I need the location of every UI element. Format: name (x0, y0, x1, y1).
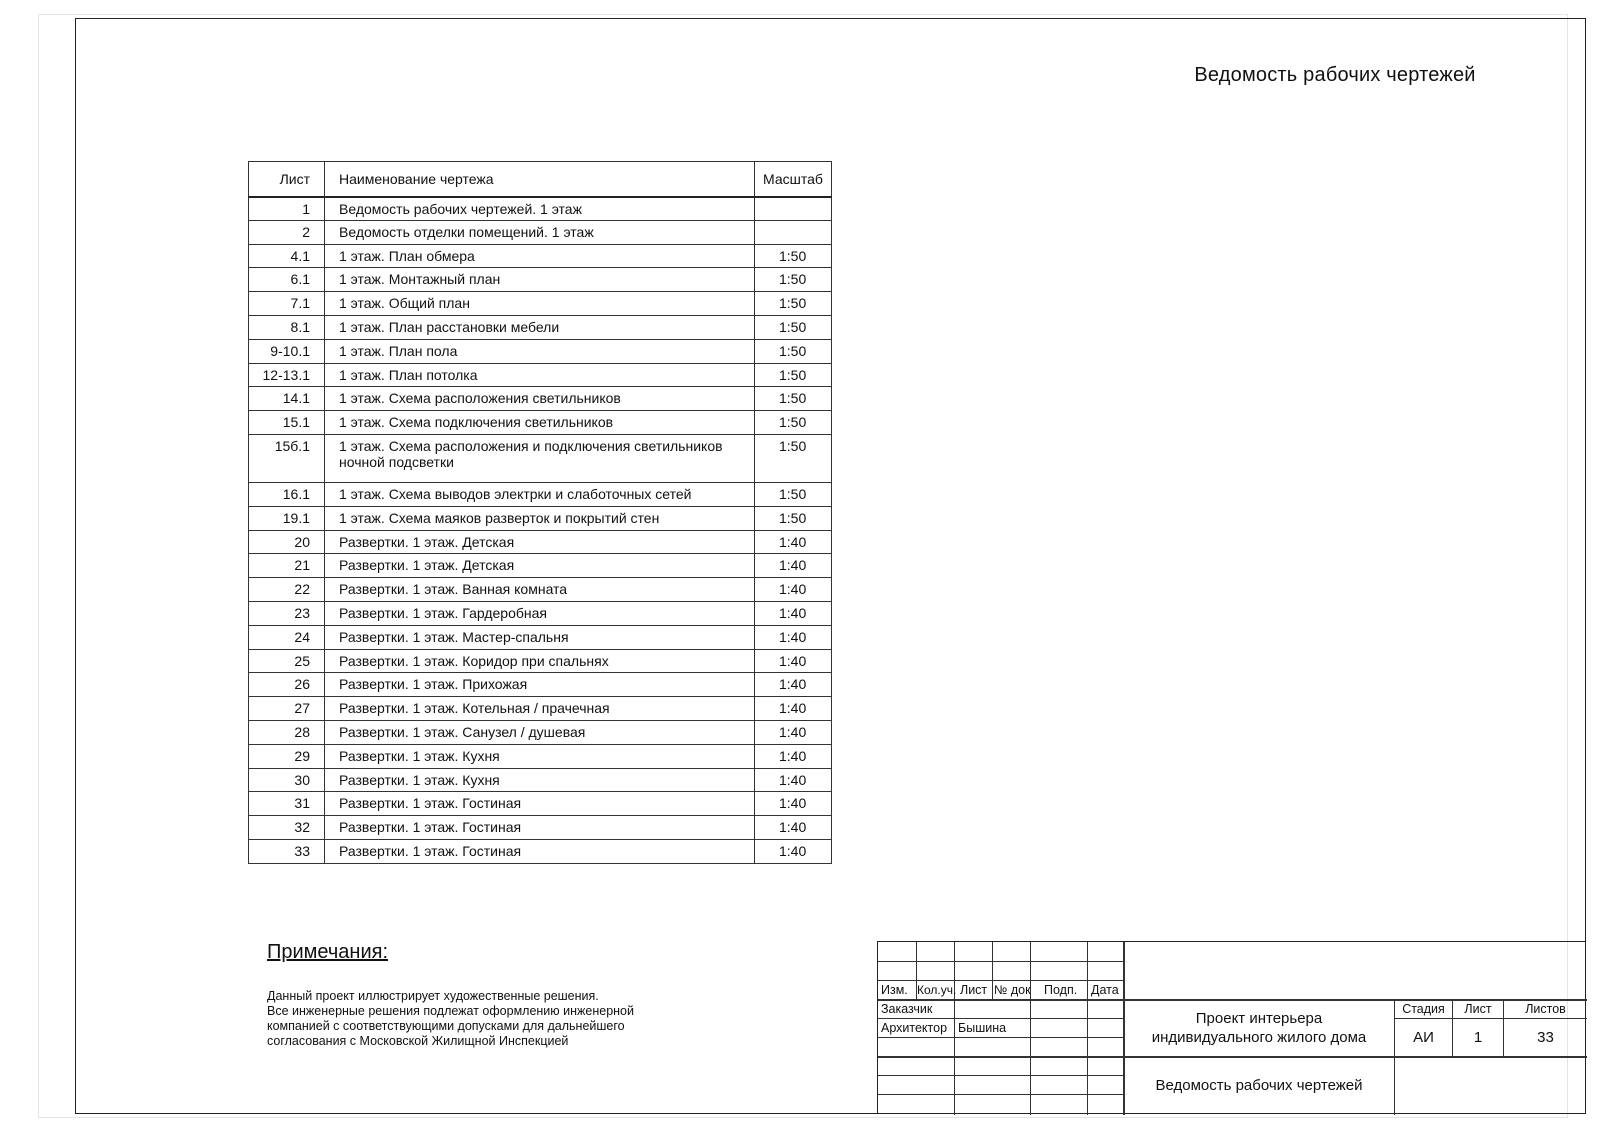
row-sheet-number: 29 (249, 744, 325, 768)
row-scale: 1:40 (755, 720, 832, 744)
row-sheet-number: 28 (249, 720, 325, 744)
table-row (249, 578, 832, 602)
row-sheet-number: 15б.1 (249, 434, 325, 482)
row-sheet-number: 21 (249, 554, 325, 578)
row-scale: 1:40 (755, 816, 832, 840)
grid-line (878, 1037, 1123, 1038)
row-sheet-number: 15.1 (249, 411, 325, 435)
row-sheet-number: 22 (249, 578, 325, 602)
row-drawing-name-line: 1 этаж. План пола (339, 342, 458, 359)
table-body (249, 197, 832, 864)
row-drawing-name-line: 1 этаж. Схема подключения светильников (339, 414, 614, 431)
project-title (1124, 1009, 1394, 1047)
table-row (249, 268, 832, 292)
table-row (249, 554, 832, 578)
grid-line (878, 1018, 1123, 1019)
row-drawing-name (325, 697, 755, 721)
table-row (249, 839, 832, 863)
table-row (249, 315, 832, 339)
header-name: Наименование чертежа (325, 162, 755, 197)
header-sheet: Лист (249, 162, 325, 197)
notes-text (267, 989, 687, 1049)
row-drawing-name (325, 554, 755, 578)
project-title-line: Проект интерьера (1195, 1010, 1323, 1027)
row-sheet-number: 4.1 (249, 244, 325, 268)
col-header-sheet: Лист (960, 983, 988, 997)
col-header-date: Дата (1091, 983, 1119, 997)
row-drawing-name (325, 625, 755, 649)
row-sheet-number: 7.1 (249, 292, 325, 316)
table-row (249, 601, 832, 625)
row-scale: 1:50 (755, 411, 832, 435)
row-sheet-number: 30 (249, 768, 325, 792)
row-drawing-name (325, 434, 755, 482)
row-sheet-number: 16.1 (249, 482, 325, 506)
row-sheet-number: 14.1 (249, 387, 325, 411)
row-drawing-name-line: 1 этаж. Монтажный план (339, 271, 501, 288)
grid-line (992, 942, 993, 1000)
table-header-row (249, 162, 832, 197)
row-drawing-name-line: 1 этаж. Схема маяков разверток и покрытий стен (339, 509, 660, 526)
row-scale: 1:40 (755, 601, 832, 625)
row-sheet-number: 26 (249, 673, 325, 697)
row-drawing-name (325, 839, 755, 863)
row-scale: 1:40 (755, 792, 832, 816)
row-drawing-name (325, 387, 755, 411)
row-drawing-name-line: Развертки. 1 этаж. Ванная комната (339, 581, 568, 598)
table-row (249, 649, 832, 673)
row-scale: 1:50 (755, 292, 832, 316)
col-header-count: Кол.уч. (917, 983, 957, 997)
row-scale: 1:40 (755, 744, 832, 768)
row-drawing-name-line: Развертки. 1 этаж. Гостиная (339, 795, 522, 812)
sheets-label: Листов (1525, 1002, 1566, 1016)
row-drawing-name (325, 244, 755, 268)
table-row (249, 720, 832, 744)
table-row (249, 625, 832, 649)
row-drawing-name (325, 363, 755, 387)
row-sheet-number: 12-13.1 (249, 363, 325, 387)
row-scale: 1:40 (755, 839, 832, 863)
grid-line (1087, 942, 1088, 1115)
notes-line: Данный проект иллюстрирует художественные решения. (267, 989, 599, 1003)
row-scale (755, 220, 832, 244)
stage-label: Стадия (1402, 1002, 1445, 1016)
row-drawing-name (325, 315, 755, 339)
notes-line: компанией с соответствующими допусками для дальнейшего (267, 1019, 625, 1033)
row-drawing-name-line: Развертки. 1 этаж. Гостиная (339, 842, 522, 859)
row-scale: 1:40 (755, 530, 832, 554)
row-sheet-number: 31 (249, 792, 325, 816)
table-row (249, 744, 832, 768)
architect-label: Архитектор (881, 1021, 948, 1035)
row-drawing-name (325, 268, 755, 292)
row-sheet-number: 6.1 (249, 268, 325, 292)
row-sheet-number: 25 (249, 649, 325, 673)
grid-line (878, 961, 1123, 962)
table-row (249, 482, 832, 506)
row-scale (755, 197, 832, 221)
row-sheet-number: 20 (249, 530, 325, 554)
row-scale: 1:40 (755, 673, 832, 697)
grid-line (878, 1075, 1123, 1076)
col-header-doc: № док (994, 983, 1031, 997)
row-drawing-name-line: 1 этаж. Схема выводов электрки и слаботочных сетей (339, 485, 692, 502)
row-drawing-name-line: Развертки. 1 этаж. Котельная / прачечная (339, 700, 610, 717)
row-scale: 1:40 (755, 649, 832, 673)
row-drawing-name-line: Развертки. 1 этаж. Детская (339, 557, 515, 574)
table-row (249, 244, 832, 268)
row-drawing-name-line: 1 этаж. План обмера (339, 247, 475, 264)
row-sheet-number: 8.1 (249, 315, 325, 339)
table-row (249, 816, 832, 840)
row-drawing-name (325, 768, 755, 792)
grid-line (954, 942, 955, 1115)
row-drawing-name (325, 816, 755, 840)
grid-line (1394, 999, 1395, 1115)
row-drawing-name (325, 530, 755, 554)
row-drawing-name-line: Ведомость рабочих чертежей. 1 этаж (339, 200, 582, 217)
table-row (249, 292, 832, 316)
row-drawing-name-line: ночной подсветки (339, 453, 454, 470)
row-drawing-name (325, 482, 755, 506)
row-drawing-name-line: 1 этаж. План потолка (339, 366, 478, 383)
table-row (249, 530, 832, 554)
row-drawing-name (325, 292, 755, 316)
row-drawing-name (325, 601, 755, 625)
row-scale: 1:40 (755, 768, 832, 792)
row-scale: 1:50 (755, 339, 832, 363)
notes-line: согласования с Московской Жилищной Инспекцией (267, 1034, 569, 1048)
table-row (249, 220, 832, 244)
row-scale: 1:50 (755, 268, 832, 292)
row-drawing-name-line: Ведомость отделки помещений. 1 этаж (339, 223, 594, 240)
row-sheet-number: 1 (249, 197, 325, 221)
grid-line (1030, 942, 1031, 1115)
row-sheet-number: 27 (249, 697, 325, 721)
row-drawing-name (325, 339, 755, 363)
row-scale: 1:40 (755, 625, 832, 649)
row-drawing-name-line: Развертки. 1 этаж. Детская (339, 533, 515, 550)
row-sheet-number: 24 (249, 625, 325, 649)
grid-line (1394, 1018, 1587, 1019)
row-scale: 1:50 (755, 434, 832, 482)
row-scale: 1:40 (755, 578, 832, 602)
sheet-value: 1 (1473, 1029, 1483, 1046)
customer-label: Заказчик (881, 1002, 933, 1016)
drawings-table (248, 161, 832, 864)
row-drawing-name (325, 649, 755, 673)
row-scale: 1:50 (755, 315, 832, 339)
grid-line (878, 1094, 1123, 1095)
project-title-line: индивидуального жилого дома (1151, 1029, 1367, 1046)
row-drawing-name (325, 744, 755, 768)
row-sheet-number: 23 (249, 601, 325, 625)
table-row (249, 792, 832, 816)
table-row (249, 697, 832, 721)
row-scale: 1:50 (755, 244, 832, 268)
row-drawing-name-line: Развертки. 1 этаж. Коридор при спальнях (339, 652, 609, 669)
row-scale: 1:50 (755, 482, 832, 506)
table-row (249, 506, 832, 530)
row-sheet-number: 9-10.1 (249, 339, 325, 363)
row-scale: 1:50 (755, 506, 832, 530)
row-drawing-name-line: 1 этаж. Схема расположения светильников (339, 390, 621, 407)
row-scale: 1:50 (755, 387, 832, 411)
notes-heading: Примечания: (267, 941, 389, 963)
row-drawing-name-line: Развертки. 1 этаж. Прихожая (339, 676, 528, 693)
grid-line (878, 980, 1123, 981)
row-drawing-name (325, 411, 755, 435)
table-row (249, 411, 832, 435)
row-drawing-name-line: 1 этаж. План расстановки мебели (339, 318, 560, 335)
row-sheet-number: 32 (249, 816, 325, 840)
row-sheet-number: 19.1 (249, 506, 325, 530)
col-header-sign: Подп. (1044, 983, 1078, 997)
col-header-change: Изм. (881, 983, 908, 997)
row-drawing-name-line: Развертки. 1 этаж. Гостиная (339, 819, 522, 836)
grid-line (878, 999, 1587, 1001)
row-drawing-name-line: Развертки. 1 этаж. Гардеробная (339, 604, 547, 621)
table-row (249, 197, 832, 221)
table-row (249, 434, 832, 482)
grid-line (878, 1056, 1587, 1058)
row-drawing-name (325, 220, 755, 244)
row-drawing-name (325, 578, 755, 602)
row-drawing-name-line: Развертки. 1 этаж. Кухня (339, 747, 500, 764)
row-drawing-name (325, 792, 755, 816)
stage-value: АИ (1413, 1029, 1434, 1046)
table-row (249, 768, 832, 792)
row-drawing-name (325, 720, 755, 744)
row-drawing-name-line: Развертки. 1 этаж. Мастер-спальня (339, 628, 569, 645)
row-drawing-name (325, 506, 755, 530)
sheet-title: Ведомость рабочих чертежей (1194, 64, 1476, 86)
sheet-label: Лист (1464, 1002, 1492, 1016)
row-sheet-number: 33 (249, 839, 325, 863)
architect-name: Бышина (958, 1021, 1007, 1035)
sheets-total-value: 33 (1537, 1029, 1554, 1046)
row-drawing-name-line: Развертки. 1 этаж. Кухня (339, 771, 500, 788)
row-drawing-name (325, 673, 755, 697)
table-row (249, 673, 832, 697)
table-row (249, 339, 832, 363)
row-scale: 1:50 (755, 363, 832, 387)
drawing-title: Ведомость рабочих чертежей (1155, 1077, 1363, 1094)
row-scale: 1:40 (755, 697, 832, 721)
row-drawing-name (325, 197, 755, 221)
table-row (249, 363, 832, 387)
row-drawing-name-line: 1 этаж. Схема расположения и подключения светильников (339, 437, 723, 454)
title-block (877, 941, 1586, 1114)
header-scale: Масштаб (755, 162, 832, 197)
row-drawing-name-line: 1 этаж. Общий план (339, 295, 470, 312)
row-drawing-name-line: Развертки. 1 этаж. Санузел / душевая (339, 723, 586, 740)
notes-line: Все инженерные решения подлежат оформлению инженерной (267, 1004, 634, 1018)
row-scale: 1:40 (755, 554, 832, 578)
row-sheet-number: 2 (249, 220, 325, 244)
table-row (249, 387, 832, 411)
